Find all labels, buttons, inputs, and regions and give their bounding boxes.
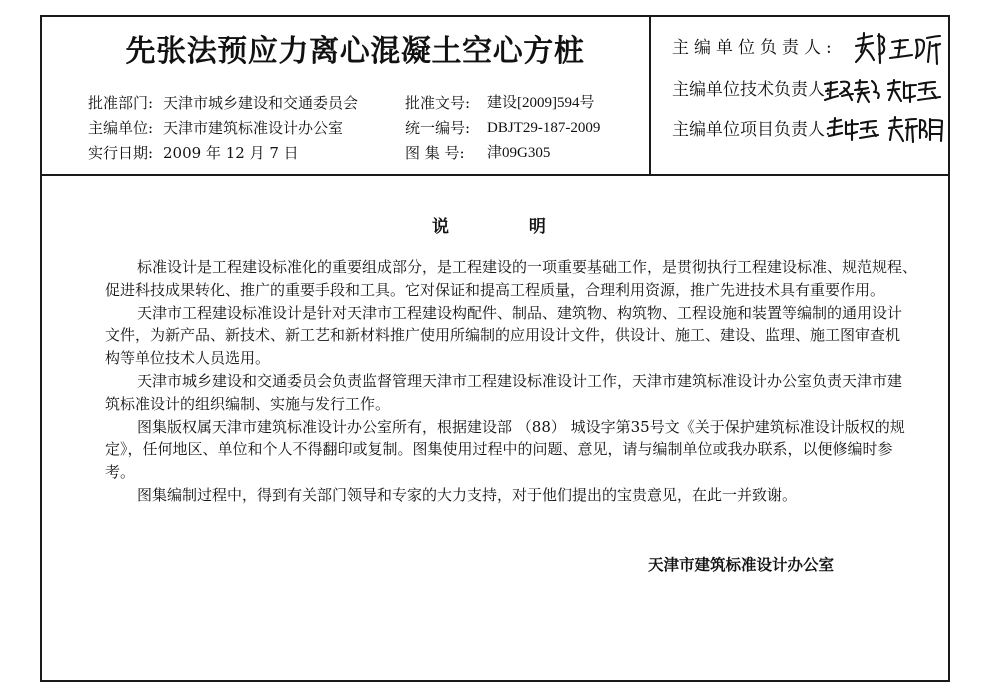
technical-head-signature — [822, 76, 944, 106]
meta-label-unified-number: 统一编号: — [405, 119, 471, 137]
meta-label-approval-department: 批准部门: — [88, 94, 154, 112]
meta-row-approval — [0, 93, 650, 113]
meta-value-chief-editor-unit: 天津市建筑标准设计办公室 — [163, 119, 344, 137]
notes-heading: 说 明 — [432, 217, 546, 237]
responsible-person-label-technical-head: 主编单位技术负责人: — [672, 80, 831, 100]
responsible-person-label-project-head: 主编单位项目负责人: — [672, 120, 831, 140]
note-line: 促进科技成果转化、推广的重要手段和工具。它对保证和提高工程质量，合理利用资源，推广先进技术具有重要作用。 — [105, 280, 886, 299]
note-line: 考。 — [105, 463, 136, 482]
meta-value-effective-date: 2009 年 12 月 7 日 — [163, 144, 299, 162]
note-line: 文件，为新产品、新技术、新工艺和新材料推广使用所编制的应用设计文件，供设计、施工、建设、监理、施工图审查机 — [105, 326, 901, 345]
project-head-signature — [826, 114, 944, 146]
note-paragraph — [105, 484, 891, 507]
meta-row-date — [0, 143, 650, 163]
meta-value-atlas-number: 津09G305 — [487, 145, 551, 161]
meta-label-effective-date: 实行日期: — [88, 144, 154, 162]
meta-row-editor — [0, 118, 650, 138]
notes-body — [105, 256, 918, 507]
issuing-office-signoff: 天津市建筑标准设计办公室 — [648, 555, 835, 574]
meta-label-atlas-number: 图 集 号: — [405, 144, 465, 162]
meta-label-chief-editor-unit: 主编单位: — [88, 119, 154, 137]
note-line: 天津市工程建设标准设计是针对天津市工程建设构配件、制品、建筑物、构筑物、工程设施和装置等编制的通用设计 — [137, 303, 903, 322]
meta-value-approval-department: 天津市城乡建设和交通委员会 — [163, 94, 359, 112]
document-title: 先张法预应力离心混凝土空心方桩 — [125, 34, 585, 69]
note-line: 筑标准设计的组织编制、实施与发行工作。 — [105, 394, 391, 413]
note-paragraph — [105, 370, 903, 416]
note-line: 定》，任何地区、单位和个人不得翻印或复制。图集使用过程中的问题、意见，请与编制单位或我办联系，以便修编时参 — [105, 440, 893, 459]
note-line: 图集编制过程中，得到有关部门领导和专家的大力支持，对于他们提出的宝贵意见，在此一并致谢。 — [137, 485, 798, 504]
note-line: 标准设计是工程建设标准化的重要组成部分，是工程建设的一项重要基础工作，是贯彻执行工程建设标准、规范规程、 — [137, 258, 918, 276]
meta-value-unified-number: DBJT29-187-2009 — [487, 120, 601, 136]
note-paragraph — [105, 256, 918, 302]
note-line: 构等单位技术人员选用。 — [105, 349, 271, 368]
unit-head-signature — [852, 30, 942, 66]
meta-label-approval-document-number: 批准文号: — [405, 94, 471, 112]
responsible-person-label-unit-head: 主编单位负责人: — [672, 38, 837, 58]
note-line: 天津市城乡建设和交通委员会负责监督管理天津市工程建设标准设计工作，天津市建筑标准设计办公室负责天津市建 — [137, 371, 903, 390]
note-paragraph — [105, 416, 905, 484]
note-line: 图集版权属天津市建筑标准设计办公室所有，根据建设部 （88） 城设字第35号文《关于保护建筑标准设计版权的规 — [137, 417, 905, 436]
header-divider — [40, 174, 950, 176]
note-paragraph — [105, 302, 903, 370]
meta-value-approval-document-number: 建设[2009]594号 — [487, 95, 595, 111]
